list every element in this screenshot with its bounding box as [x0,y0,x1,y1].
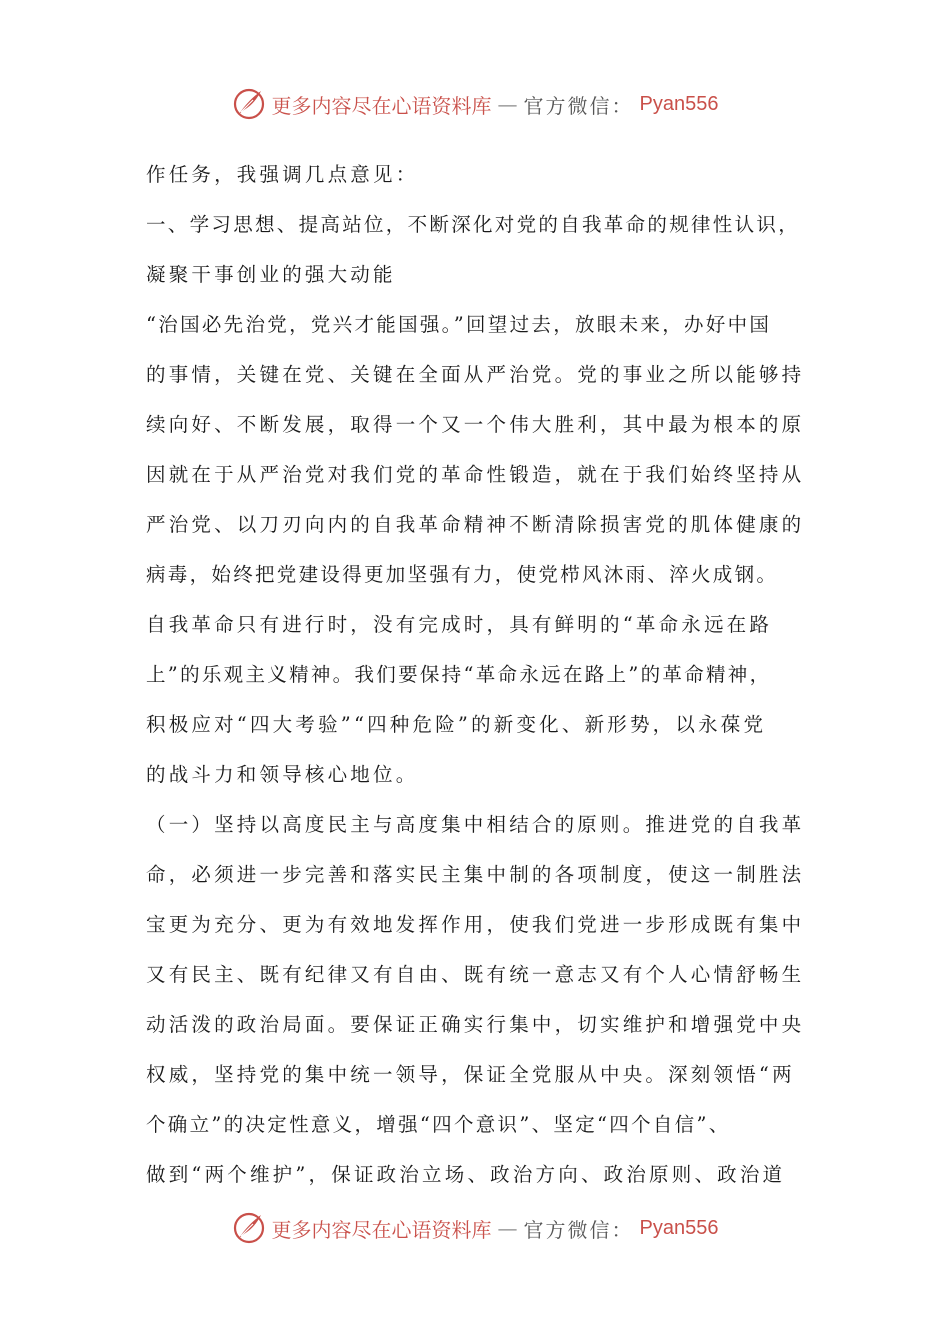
footer-watermark [0,1208,950,1248]
subsection-heading-line: （一）坚持以高度民主与高度集中相结合的原则。推进党的自我革 [146,813,805,836]
text-line: 权威，坚持党的集中统一领导，保证全党服从中央。深刻领悟“两 [146,1063,795,1086]
text-line: 的战斗力和领导核心地位。 [146,763,419,786]
watermark-dash: — [497,92,518,116]
section-heading-line: 一、学习思想、提高站位，不断深化对党的自我革命的规律性认识， [146,213,801,236]
document-body [146,150,826,1200]
text-line: 的事情，关键在党、关键在全面从严治党。党的事业之所以能够持 [146,363,805,386]
text-line: 作任务，我强调几点意见： [146,163,419,186]
text-line: “治国必先治党，党兴才能国强。”回望过去，放眼未来，办好中国 [146,313,772,336]
watermark-site-text: 更多内容尽在心语资料库 [271,1217,492,1242]
text-line: 做到“两个维护”，保证政治立场、政治方向、政治原则、政治道 [146,1163,786,1186]
text-line: 上”的乐观主义精神。我们要保持“革命永远在路上”的革命精神， [146,663,772,686]
text-line: 续向好、不断发展，取得一个又一个伟大胜利，其中最为根本的原 [146,413,805,436]
text-line: 因就在于从严治党对我们党的革命性锻造，就在于我们始终坚持从 [146,463,805,486]
watermark-group [232,87,719,121]
watermark-site-text: 更多内容尽在心语资料库 [271,93,492,118]
text-line: 动活泼的政治局面。要保证正确实行集中，切实维护和增强党中央 [146,1013,805,1036]
text-line: 积极应对“四大考验”“四种危险”的新变化、新形势，以永葆党 [146,713,767,736]
text-line: 严治党、以刀刃向内的自我革命精神不断清除损害党的肌体健康的 [146,513,805,536]
quill-logo-icon [232,1211,266,1245]
quill-logo-icon [232,87,266,121]
watermark-group [232,1211,719,1245]
watermark-wechat-id: Pyan556 [639,1216,719,1239]
text-line: 又有民主、既有纪律又有自由、既有统一意志又有个人心情舒畅生 [146,963,805,986]
text-line: 宝更为充分、更为有效地发挥作用，使我们党进一步形成既有集中 [146,913,805,936]
section-heading-line: 凝聚干事创业的强大动能 [146,263,396,286]
watermark-dash: — [497,1216,518,1240]
text-line: 个确立”的决定性意义，增强“四个意识”、坚定“四个自信”、 [146,1113,731,1136]
text-line: 自我革命只有进行时，没有完成时，具有鲜明的“革命永远在路 [146,613,773,636]
header-watermark [0,84,950,124]
watermark-wechat-id: Pyan556 [639,92,719,115]
watermark-wechat-label: 官方微信： [523,1217,634,1242]
watermark-wechat-label: 官方微信： [523,93,634,118]
text-line: 病毒，始终把党建设得更加坚强有力，使党栉风沐雨、淬火成钢。 [146,563,779,586]
text-line: 命，必须进一步完善和落实民主集中制的各项制度，使这一制胜法 [146,863,805,886]
